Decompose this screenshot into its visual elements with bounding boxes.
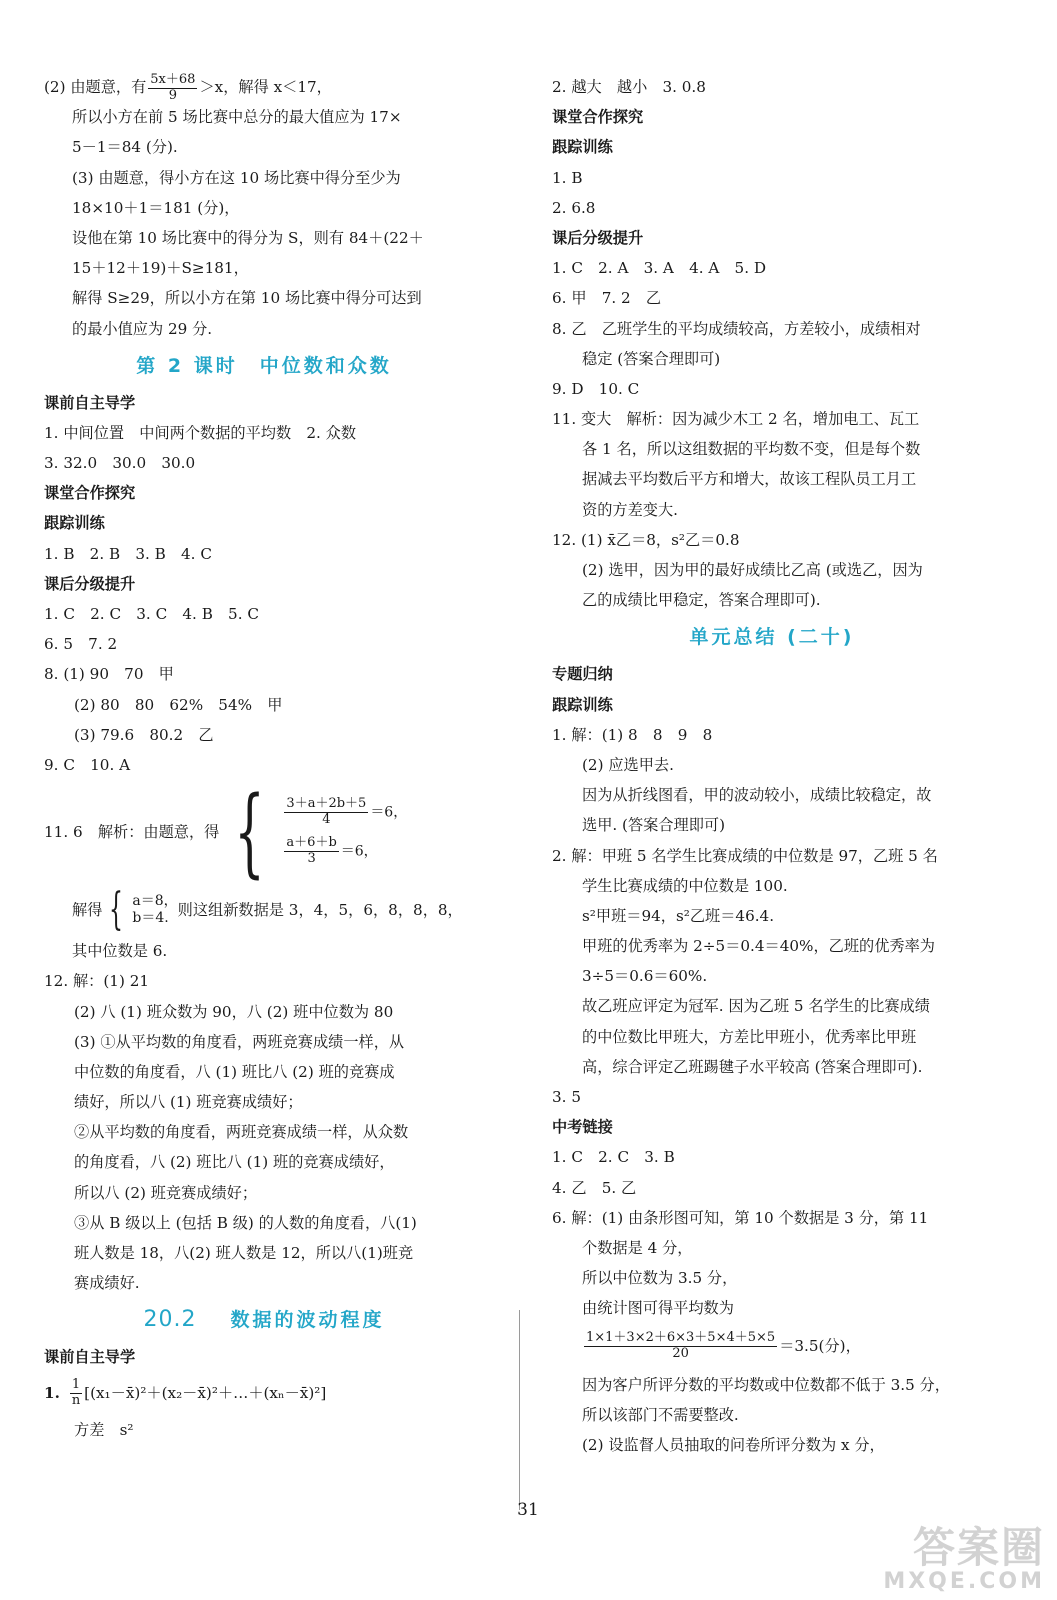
answer-line: ③从 B 级以上 (包括 B 级) 的人数的角度看，八(1) — [74, 1213, 417, 1232]
answer-line: 1. 解：(1) 8 8 9 8 — [552, 725, 713, 744]
answer-line: 选甲. (答案合理即可) — [582, 816, 726, 835]
answer-line: 稳定 (答案合理即可) — [582, 349, 721, 368]
answer-line: 高，综合评定乙班踢毽子水平较高 (答案合理即可). — [582, 1057, 923, 1076]
answer-line: 1. 中间位置 中间两个数据的平均数 2. 众数 — [44, 423, 357, 442]
answer-line: 乙的成绩比甲稳定，答案合理即可). — [582, 591, 821, 610]
answer-line: 绩好，所以八 (1) 班竞赛成绩好； — [74, 1093, 303, 1112]
answer-line: 因为客户所评分数的平均数或中位数都不低于 3.5 分， — [582, 1375, 950, 1394]
formula-line: 1. $\frac{1}{n}$ [(x₁－x̄)²＋(x₂－x̄)²＋…＋(xₙ－x̄)²] — [44, 1377, 327, 1409]
answer-line: 故乙班应评定为冠军. 因为乙班 5 名学生的比赛成绩 — [582, 997, 930, 1016]
answer-line: 所以该部门不需要整改. — [582, 1405, 739, 1424]
answer-line: 1. B 2. B 3. B 4. C — [44, 544, 212, 563]
answer-line: 赛成绩好. — [74, 1274, 140, 1293]
answer-line: 甲班的优秀率为 2÷5＝0.4＝40%，乙班的优秀率为 — [582, 937, 935, 956]
section-heading: 专题归纳 — [552, 665, 613, 684]
answer-line: (2) 应选甲去. — [582, 755, 674, 774]
answer-line: 9. C 10. A — [44, 755, 131, 774]
answer-line: 解得 { a＝8， b＝4. 则这组新数据是 3，4，5，6，8，8，8， — [72, 884, 463, 936]
section-heading: 课前自主导学 — [44, 393, 136, 412]
section-heading: 课后分级提升 — [44, 574, 136, 593]
section-title: 20.2 数据的波动程度 — [143, 1307, 385, 1333]
section-heading: 跟踪训练 — [44, 514, 105, 533]
text-line: 15＋12＋19)＋S≥181， — [72, 259, 249, 278]
section-heading: 课堂合作探究 — [552, 108, 644, 127]
answer-line: (2) 选甲，因为甲的最好成绩比乙高 (或选乙，因为 — [582, 561, 923, 579]
answer-line: 据减去平均数后平方和增大，故该工程队员工月工 — [582, 470, 917, 489]
answer-line: 各 1 名，所以这组数据的平均数不变，但是每个数 — [582, 440, 921, 459]
answer-line: 由统计图可得平均数为 — [582, 1299, 734, 1318]
answer-line: (3) 79.6 80.2 乙 — [74, 725, 214, 744]
answer-line: 所以八 (2) 班竞赛成绩好； — [74, 1183, 258, 1202]
answer-line: 3. 32.0 30.0 30.0 — [44, 454, 196, 473]
answer-line: 6. 解：(1) 由条形图可知，第 10 个数据是 3 分，第 11 — [552, 1208, 929, 1227]
text-line: 18×10＋1＝181 (分)， — [72, 198, 240, 217]
answer-line: (2) 设监督人员抽取的问卷所评分数为 x 分， — [582, 1435, 885, 1454]
answer-line: 因为从折线图看，甲的波动较小，成绩比较稳定，故 — [582, 786, 932, 805]
answer-line: 1. B — [552, 168, 583, 187]
left-column — [44, 72, 484, 1445]
text-line: (2) 由题意，有 $\frac{5x+68}{9}$ ＞x，解得 x＜17， — [44, 71, 332, 103]
answer-line: 的中位数比甲班大，方差比甲班小，优秀率比甲班 — [582, 1027, 917, 1046]
lesson-title: 第 2 课时 中位数和众数 — [136, 354, 392, 377]
answer-line: 2. 6.8 — [552, 198, 596, 217]
answer-line: 11. 6 解析：由题意，得 { $\frac{3+a+2b+5}{4}$ ＝6， $\frac{a+6+b}{3}$ ＝6， — [44, 776, 408, 889]
column-divider — [519, 1310, 520, 1510]
answer-line: 其中位数是 6. — [72, 942, 168, 961]
answer-line: 中位数的角度看，八 (1) 班比八 (2) 班的竞赛成 — [74, 1062, 395, 1081]
text-line: 的最小值应为 29 分. — [72, 319, 213, 338]
answer-line: 6. 5 7. 2 — [44, 635, 118, 654]
answer-line: 学生比赛成绩的中位数是 100. — [582, 876, 788, 895]
answer-line: 的角度看，八 (2) 班比八 (1) 班的竞赛成绩好， — [74, 1153, 395, 1172]
answer-line: s²甲班＝94，s²乙班＝46.4. — [582, 906, 775, 925]
equation-system: { $\frac{3+a+2b+5}{4}$ ＝6， $\frac{a+6+b}{3}$ ＝6， — [234, 776, 408, 889]
section-heading: 课堂合作探究 — [44, 484, 136, 503]
answer-line: 2. 越大 越小 3. 0.8 — [552, 78, 706, 96]
answer-line: (2) 80 80 62% 54% 甲 — [74, 695, 283, 714]
unit-summary-title: 单元总结 (二十) — [689, 626, 855, 649]
answer-line: 1. C 2. A 3. A 4. A 5. D — [552, 259, 767, 278]
text-line: 5－1＝84 (分). — [72, 138, 178, 157]
equation-system: { a＝8， b＝4. — [109, 884, 178, 936]
answer-line: 3÷5＝0.6＝60%. — [582, 967, 708, 986]
section-heading: 跟踪训练 — [552, 695, 613, 714]
answer-line: 6. 甲 7. 2 乙 — [552, 289, 662, 308]
answer-line: (2) 八 (1) 班众数为 90，八 (2) 班中位数为 80 — [74, 1002, 394, 1021]
answer-line: 1. C 2. C 3. C 4. B 5. C — [44, 605, 259, 623]
answer-line: 12. 解：(1) 21 — [44, 972, 150, 991]
text-line: (3) 由题意，得小方在这 10 场比赛中得分至少为 — [72, 168, 401, 187]
answer-line: 3. 5 — [552, 1088, 581, 1106]
answer-line: 8. 乙 乙班学生的平均成绩较高，方差较小，成绩相对 — [552, 319, 921, 338]
watermark: 答案圈 MXQE.COM — [883, 1523, 1045, 1594]
answer-line: 4. 乙 5. 乙 — [552, 1178, 637, 1197]
formula-line: $\frac{1\times 1+3\times 2+6\times 3+5\times 4+5\times 5}{20}$ ＝3.5(分)， — [586, 1330, 861, 1361]
text-line: 设他在第 10 场比赛中的得分为 S，则有 84＋(22＋ — [72, 228, 424, 247]
answer-line: 资的方差变大. — [582, 500, 678, 519]
fraction: $\frac{5x+68}{9}$ — [150, 71, 196, 103]
answer-line: 8. (1) 90 70 甲 — [44, 665, 174, 684]
answer-line: 1. C 2. C 3. B — [552, 1148, 675, 1167]
answer-line: (3) ①从平均数的角度看，两班竞赛成绩一样，从 — [74, 1032, 405, 1051]
answer-line: 个数据是 4 分， — [582, 1238, 693, 1257]
answer-line: 班人数是 18，八(2) 班人数是 12，所以八(1)班竞 — [74, 1244, 414, 1262]
answer-line: 11. 变大 解析：因为减少木工 2 名，增加电工、瓦工 — [552, 410, 920, 429]
page-number: 31 — [517, 1500, 539, 1520]
section-heading: 课前自主导学 — [44, 1348, 136, 1367]
answer-line: ②从平均数的角度看，两班竞赛成绩一样，从众数 — [74, 1123, 409, 1142]
right-column — [552, 72, 992, 1460]
answer-line: 方差 s² — [74, 1420, 134, 1439]
text-line: 所以小方在前 5 场比赛中总分的最大值应为 17× — [72, 108, 402, 127]
section-heading: 课后分级提升 — [552, 228, 644, 247]
answer-line: 2. 解：甲班 5 名学生比赛成绩的中位数是 97，乙班 5 名 — [552, 846, 938, 865]
answer-line: 12. (1) x̄乙＝8，s²乙＝0.8 — [552, 530, 740, 549]
text-line: 解得 S≥29，所以小方在第 10 场比赛中得分可达到 — [72, 289, 422, 308]
section-heading: 中考链接 — [552, 1118, 613, 1137]
answer-line: 所以中位数为 3.5 分， — [582, 1269, 738, 1288]
section-heading: 跟踪训练 — [552, 138, 613, 157]
answer-line: 9. D 10. C — [552, 379, 640, 398]
